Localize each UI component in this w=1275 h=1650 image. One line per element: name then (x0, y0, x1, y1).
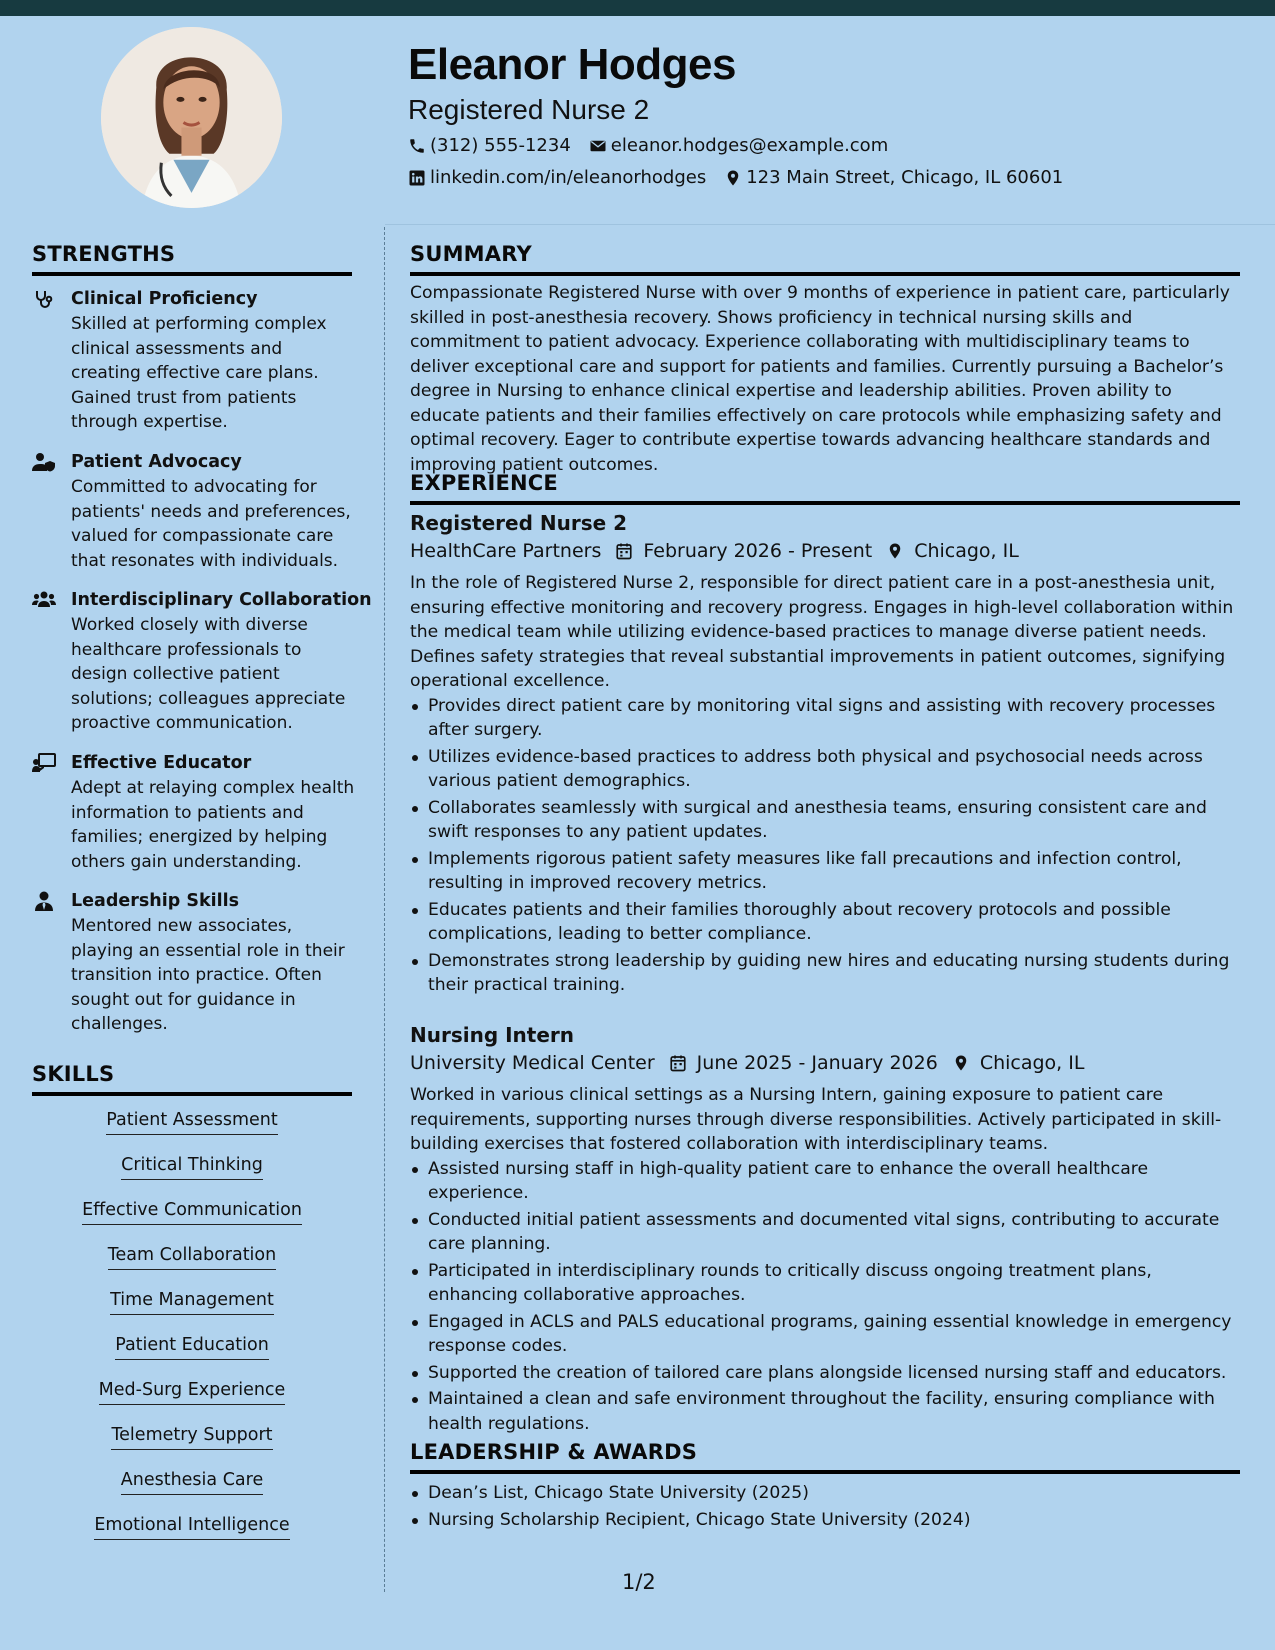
bullet-item: Implements rigorous patient safety measures like fall precautions and infection control, resulting in improved recovery metrics. (428, 847, 1240, 896)
calendar-icon (615, 542, 633, 560)
experience-heading: EXPERIENCE (410, 471, 558, 495)
award-item: Dean’s List, Chicago State University (2025) (428, 1481, 1240, 1506)
bullet-item: Participated in interdisciplinary rounds to critically discuss ongoing treatment plans, enhancing collaborative approaches. (428, 1259, 1240, 1308)
address-text: 123 Main Street, Chicago, IL 60601 (746, 167, 1064, 188)
strengths-heading: STRENGTHS (32, 242, 176, 266)
strength-item (32, 588, 372, 736)
skills-rule (32, 1092, 352, 1096)
strength-desc: Mentored new associates, playing an essential role in their transition into practice. Often sought out for guidance in challenges. (71, 916, 345, 1034)
chalkboard-teacher-icon (32, 753, 58, 773)
bullet-item: Collaborates seamlessly with surgical and anesthesia teams, ensuring consistent care and swift responses to any patient updates. (428, 796, 1240, 845)
candidate-name: Eleanor Hodges (408, 40, 736, 89)
job-bullets (410, 694, 1240, 998)
strength-desc: Adept at relaying complex health information to patients and families; energized by helping others gain understanding. (71, 778, 355, 872)
summary-section (410, 281, 1240, 477)
job-description: In the role of Registered Nurse 2, responsible for direct patient care in a post-anesthesia unit, ensuring effective monitoring and recovery progress. Engages in high-level collaboration within the medical team while utilizing evidence-based practices to manage diverse patient needs. Defines safety strategies that reveal substantial improvements in patient outcomes, signifying operational excellence. (410, 573, 1234, 691)
portrait-image (101, 27, 282, 208)
skill-tag: Med-Surg Experience (32, 1378, 352, 1423)
stethoscope-icon (32, 289, 58, 309)
summary-text: Compassionate Registered Nurse with over 9 months of experience in patient care, particularly skilled in post-anesthesia recovery. Shows proficiency in technical nursing skills and commitment to patient advocacy. Experience collaborating with multidisciplinary teams to deliver exceptional care and support for patients and families. Currently pursuing a Bachelor’s degree in Nursing to enhance clinical expertise and leadership abilities. Proven ability to educate patients and their families effectively on care protocols while emphasizing safety and optimal recovery. Eager to contribute expertise towards advancing healthcare standards and improving patient outcomes. (410, 283, 1230, 475)
strength-title: Clinical Proficiency (71, 289, 258, 309)
user-shield-icon (32, 452, 58, 472)
experience-rule (410, 501, 1240, 505)
skill-tag: Effective Communication (32, 1198, 352, 1243)
skills-heading: SKILLS (32, 1062, 115, 1086)
job-entry (410, 509, 1240, 1000)
job-meta (410, 537, 1240, 565)
summary-heading: SUMMARY (410, 242, 532, 266)
strength-desc: Committed to advocating for patients' needs and preferences, valued for compassionate care that resonates with individuals. (71, 477, 351, 571)
skill-tag: Telemetry Support (32, 1423, 352, 1468)
strength-item (32, 287, 352, 435)
top-bar (0, 0, 1275, 16)
email-text: eleanor.hodges@example.com (610, 135, 889, 156)
strength-title: Patient Advocacy (71, 452, 242, 472)
strengths-rule (32, 272, 352, 276)
skill-tag: Anesthesia Care (32, 1468, 352, 1513)
job-location: Chicago, IL (886, 537, 1019, 565)
map-pin-icon (886, 542, 904, 560)
contact-row-2 (408, 167, 1081, 188)
job-location: Chicago, IL (952, 1049, 1085, 1077)
job-meta (410, 1049, 1240, 1077)
job-dates: February 2026 - Present (615, 537, 872, 565)
strength-title: Effective Educator (71, 753, 252, 773)
awards-section (410, 1481, 1240, 1534)
skills-list (32, 1108, 352, 1558)
bullet-item: Utilizes evidence-based practices to address both physical and psychosocial needs across various patient demographics. (428, 745, 1240, 794)
bullet-item: Maintained a clean and safe environment throughout the facility, ensuring compliance with health regulations. (428, 1387, 1240, 1436)
skill-tag: Emotional Intelligence (32, 1513, 352, 1558)
calendar-icon (669, 1054, 687, 1072)
bullet-item: Conducted initial patient assessments and documented vital signs, contributing to accurate care planning. (428, 1208, 1240, 1257)
awards-rule (410, 1470, 1240, 1474)
contact-row-1 (408, 135, 906, 156)
strength-desc: Worked closely with diverse healthcare professionals to design collective patient solutions; colleagues appreciate proactive communication. (71, 615, 346, 733)
awards-list (410, 1481, 1240, 1532)
strength-title: Leadership Skills (71, 891, 240, 911)
job-bullets (410, 1157, 1240, 1437)
contact-address (724, 167, 1063, 188)
envelope-icon (589, 137, 607, 155)
bullet-item: Demonstrates strong leadership by guiding new hires and educating nursing students during their practical training. (428, 949, 1240, 998)
phone-icon (408, 137, 426, 155)
strength-desc: Skilled at performing complex clinical assessments and creating effective care plans. Gained trust from patients through expertise. (71, 314, 327, 432)
award-item: Nursing Scholarship Recipient, Chicago State University (2024) (428, 1508, 1240, 1533)
job-company: HealthCare Partners (410, 540, 602, 562)
skill-tag: Patient Education (32, 1333, 352, 1378)
map-pin-icon (952, 1054, 970, 1072)
user-tie-icon (32, 891, 58, 911)
skill-tag: Patient Assessment (32, 1108, 352, 1153)
bullet-item: Educates patients and their families thoroughly about recovery protocols and possible complications, leading to better compliance. (428, 898, 1240, 947)
job-entry (410, 1021, 1240, 1438)
job-dates: June 2025 - January 2026 (669, 1049, 938, 1077)
candidate-role: Registered Nurse 2 (408, 94, 650, 125)
strength-title: Interdisciplinary Collaboration (71, 590, 372, 610)
bullet-item: Assisted nursing staff in high-quality patient care to enhance the overall healthcare experience. (428, 1157, 1240, 1206)
contact-phone[interactable] (408, 135, 571, 156)
map-pin-icon (724, 169, 742, 187)
skill-tag: Team Collaboration (32, 1243, 352, 1288)
bullet-item: Supported the creation of tailored care plans alongside licensed nursing staff and educators. (428, 1361, 1240, 1386)
strength-item (32, 450, 352, 573)
page-number: 1/2 (622, 1570, 656, 1594)
profile-photo (101, 27, 282, 208)
bullet-item: Provides direct patient care by monitoring vital signs and assisting with recovery processes after surgery. (428, 694, 1240, 743)
phone-text: (312) 555-1234 (430, 135, 571, 156)
job-company: University Medical Center (410, 1052, 655, 1074)
job-title: Nursing Intern (410, 1023, 575, 1047)
awards-heading: LEADERSHIP & AWARDS (410, 1440, 698, 1464)
contact-email[interactable] (589, 135, 888, 156)
job-description: Worked in various clinical settings as a Nursing Intern, gaining exposure to patient care requirements, supporting nurses through diverse responsibilities. Actively participated in skill-building exercises that fostered collaboration with interdisciplinary teams. (410, 1085, 1222, 1154)
column-divider (384, 227, 385, 1592)
skill-tag: Critical Thinking (32, 1153, 352, 1198)
strength-item (32, 889, 352, 1037)
linkedin-icon (408, 169, 426, 187)
strength-item (32, 751, 355, 874)
job-title: Registered Nurse 2 (410, 511, 628, 535)
header-divider (385, 224, 1275, 225)
users-icon (32, 590, 58, 610)
skill-tag: Time Management (32, 1288, 352, 1333)
summary-rule (410, 272, 1240, 276)
bullet-item: Engaged in ACLS and PALS educational programs, gaining essential knowledge in emergency response codes. (428, 1310, 1240, 1359)
linkedin-text: linkedin.com/in/eleanorhodges (430, 167, 707, 188)
contact-linkedin[interactable] (408, 167, 706, 188)
